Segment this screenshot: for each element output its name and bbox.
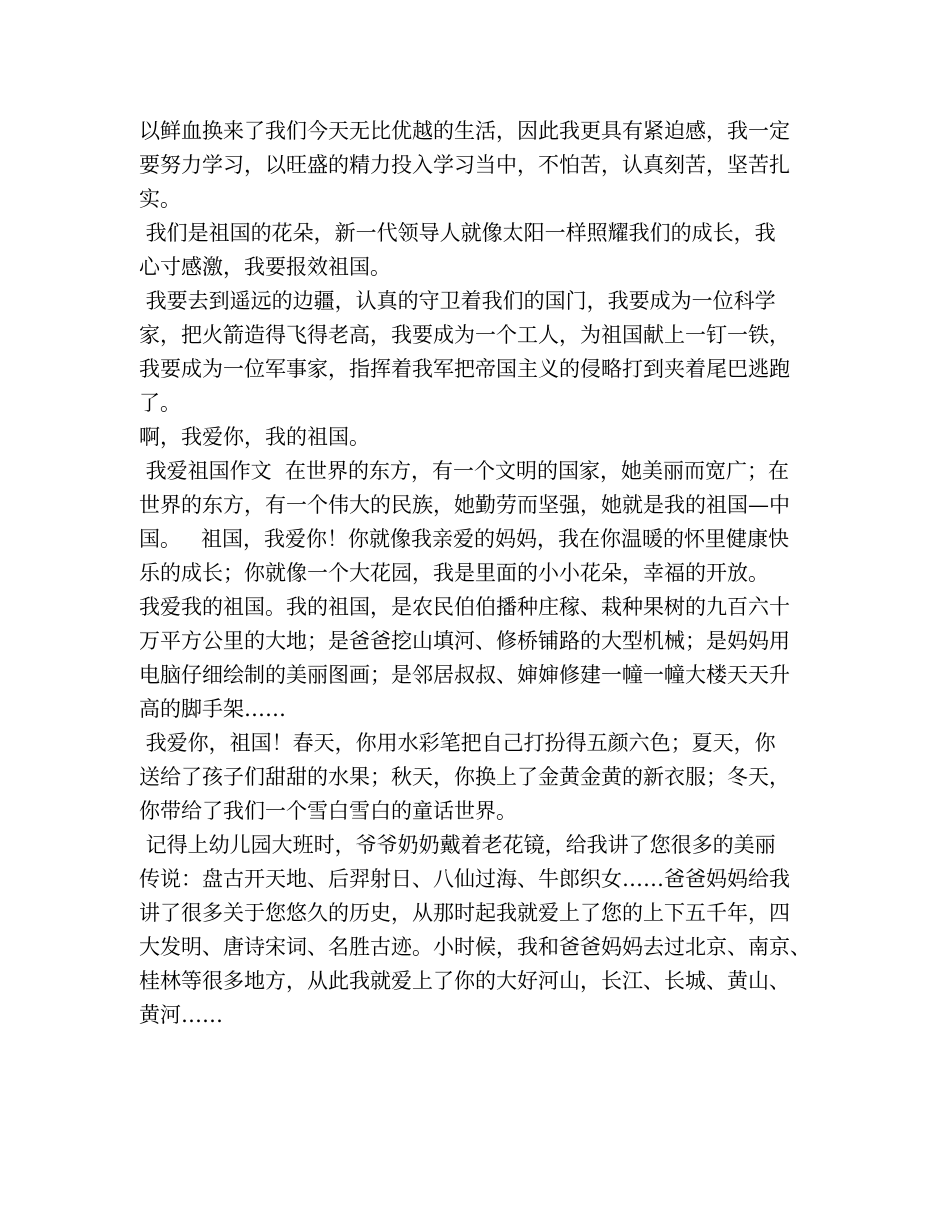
text-line: 我们是祖国的花朵，新一代领导人就像太阳一样照耀我们的成长，我 — [139, 221, 776, 245]
text-line: 大发明、唐诗宋词、名胜古迹。小时候，我和爸爸妈妈去过北京、南京、 — [139, 935, 811, 959]
text-line: 黄河…… — [139, 1003, 223, 1027]
text-line: 万平方公里的大地；是爸爸挖山填河、修桥铺路的大型机械；是妈妈用 — [139, 629, 790, 653]
text-line: 世界的东方，有一个伟大的民族，她勤劳而坚强，她就是我的祖国—中 — [139, 493, 790, 517]
text-line: 了。 — [139, 391, 181, 415]
text-line: 实。 — [139, 187, 181, 211]
text-line: 心寸感激，我要报效祖国。 — [139, 255, 391, 279]
text-line: 我爱你，祖国！春天，你用水彩笔把自己打扮得五颜六色；夏天，你 — [139, 731, 776, 755]
text-line: 传说：盘古开天地、后羿射日、八仙过海、牛郎织女……爸爸妈妈给我 — [139, 867, 790, 891]
text-line: 乐的成长；你就像一个大花园，我是里面的小小花朵，幸福的开放。 — [139, 561, 769, 585]
text-line: 家，把火箭造得飞得老高，我要成为一个工人，为祖国献上一钉一铁， — [139, 323, 790, 347]
text-line: 送给了孩子们甜甜的水果；秋天，你换上了金黄金黄的新衣服；冬天， — [139, 765, 790, 789]
text-line: 高的脚手架…… — [139, 697, 286, 721]
text-line: 我爱我的祖国。我的祖国，是农民伯伯播种庄稼、栽种果树的九百六十 — [139, 595, 790, 619]
text-line: 我要成为一位军事家，指挥着我军把帝国主义的侵略打到夹着尾巴逃跑 — [139, 357, 790, 381]
text-line: 桂林等很多地方，从此我就爱上了你的大好河山，长江、长城、黄山、 — [139, 969, 790, 993]
text-line: 电脑仔细绘制的美丽图画；是邻居叔叔、婶婶修建一幢一幢大楼天天升 — [139, 663, 790, 687]
text-line: 啊，我爱你，我的祖国。 — [139, 425, 370, 449]
text-line: 国。 祖国，我爱你！你就像我亲爱的妈妈，我在你温暖的怀里健康快 — [139, 527, 790, 551]
text-line: 讲了很多关于您悠久的历史，从那时起我就爱上了您的上下五千年，四 — [139, 901, 790, 925]
text-line: 你带给了我们一个雪白雪白的童话世界。 — [139, 799, 517, 823]
text-line: 要努力学习，以旺盛的精力投入学习当中，不怕苦，认真刻苦，坚苦扎 — [139, 153, 790, 177]
text-line: 我爱祖国作文 在世界的东方，有一个文明的国家，她美丽而宽广；在 — [139, 459, 790, 483]
text-line: 记得上幼儿园大班时，爷爷奶奶戴着老花镜，给我讲了您很多的美丽 — [139, 833, 776, 857]
text-line: 以鲜血换来了我们今天无比优越的生活，因此我更具有紧迫感，我一定 — [139, 119, 790, 143]
text-line: 我要去到遥远的边疆，认真的守卫着我们的国门，我要成为一位科学 — [139, 289, 776, 313]
